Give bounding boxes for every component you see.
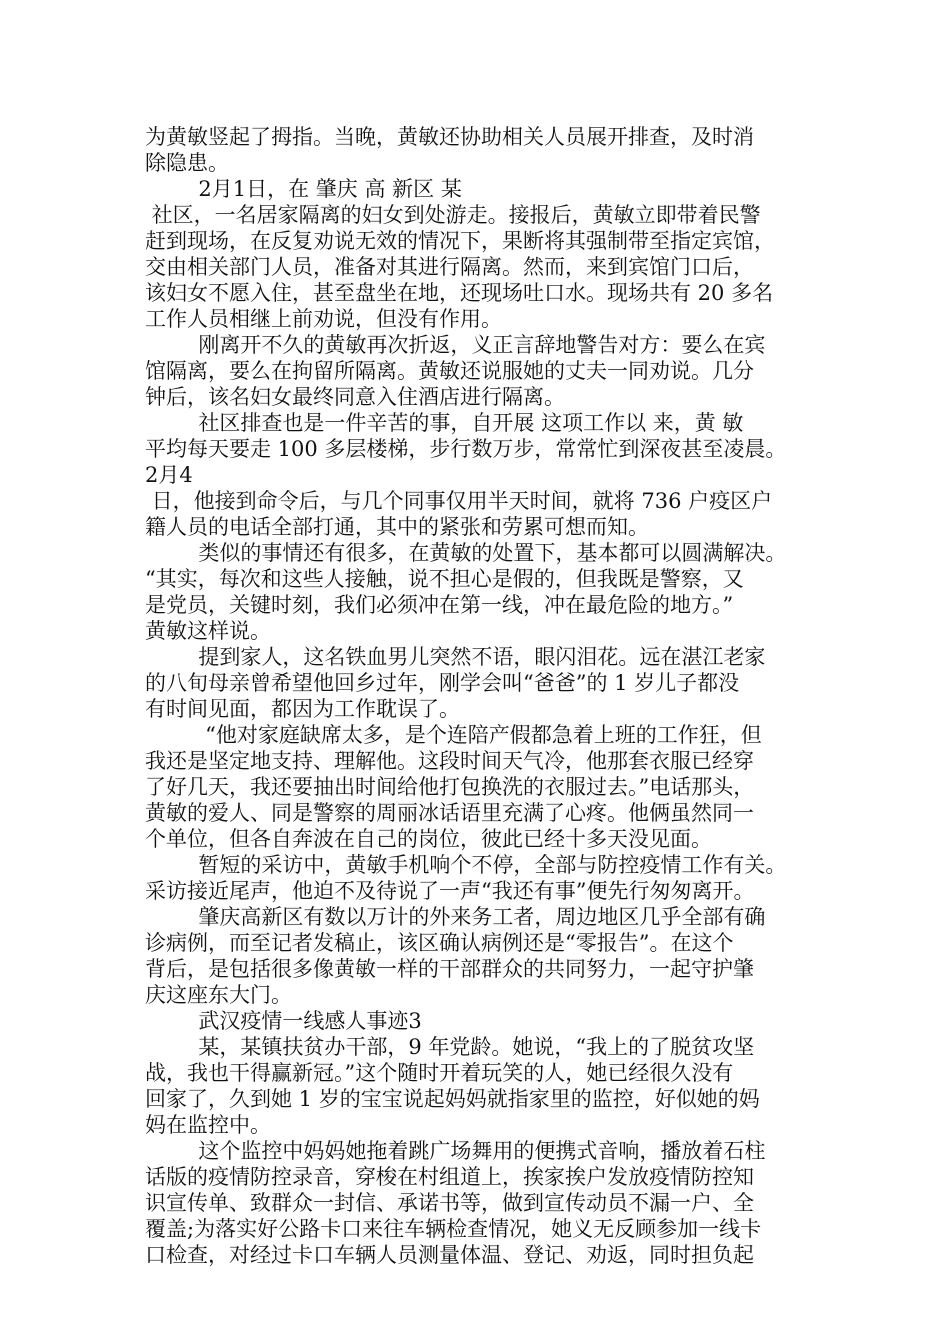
- text-line: 肇庆高新区有数以万计的外来务工者，周边地区几乎全部有确: [145, 905, 766, 929]
- text-line: 诊病例，而至记者发稿止，该区确认病例还是“零报告”。在这个: [145, 931, 734, 955]
- text-line: 这个监控中妈妈她拖着跳广场舞用的便携式音响，播放着石柱: [145, 1139, 766, 1163]
- text-line: 的八旬母亲曾希望他回乡过年，刚学会叫“爸爸”的 1 岁儿子都没: [145, 671, 740, 695]
- text-line: 馆隔离，要么在拘留所隔离。黄敏还说服她的丈夫一同劝说。几分: [145, 359, 754, 383]
- text-line: 庆这座东大门。: [145, 983, 292, 1007]
- text-line: 黄敏这样说。: [145, 619, 271, 643]
- text-line: 钟后，该名妇女最终同意入住酒店进行隔离。: [145, 385, 565, 409]
- text-line: 个单位，但各自奔波在自己的岗位，彼此已经十多天没见面。: [145, 827, 712, 851]
- text-line: 日，他接到命令后，与几个同事仅用半天时间，就将 736 户疫区户: [145, 489, 773, 513]
- text-line: 是党员，关键时刻，我们必须冲在第一线，冲在最危险的地方。”: [145, 593, 734, 617]
- text-line: 战，我也干得赢新冠。”这个随时开着玩笑的人，她已经很久没有: [145, 1061, 734, 1085]
- document-body: [145, 124, 835, 1268]
- text-line: 回家了，久到她 1 岁的宝宝说起妈妈就指家里的监控，好似她的妈: [145, 1087, 760, 1111]
- text-line: 采访接近尾声，他迫不及待说了一声“我还有事”便先行匆匆离开。: [145, 879, 755, 903]
- text-line: 话版的疫情防控录音，穿梭在村组道上，挨家挨户发放疫情防控知: [145, 1165, 754, 1189]
- text-line: 2月1日，在 肇庆 高 新区 某: [145, 177, 462, 201]
- text-line: 黄敏的爱人、同是警察的周丽冰话语里充满了心疼。他俩虽然同一: [145, 801, 754, 825]
- text-line: 2月4: [145, 463, 193, 487]
- text-line: 交由相关部门人员，准备对其进行隔离。然而，来到宾馆门口后，: [145, 255, 754, 279]
- text-line: 我还是坚定地支持、理解他。这段时间天气冷，他那套衣服已经穿: [145, 749, 754, 773]
- text-line: 了好几天，我还要抽出时间给他打包换洗的衣服过去。”电话那头，: [145, 775, 755, 799]
- text-line: 社区排查也是一件辛苦的事，自开展 这项工作以 来，黄 敏: [145, 411, 744, 435]
- text-line: 有时间见面，都因为工作耽误了。: [145, 697, 460, 721]
- text-line: 口检查，对经过卡口车辆人员测量体温、登记、劝返，同时担负起: [145, 1243, 754, 1267]
- text-line: 籍人员的电话全部打通，其中的紧张和劳累可想而知。: [145, 515, 649, 539]
- text-line: 为黄敏竖起了拇指。当晚，黄敏还协助相关人员展开排查，及时消: [145, 125, 754, 149]
- text-line: 暂短的采访中，黄敏手机响个不停，全部与防控疫情工作有关。: [145, 853, 787, 877]
- text-line: 类似的事情还有很多，在黄敏的处置下，基本都可以圆满解决。: [145, 541, 787, 565]
- text-line: 某，某镇扶贫办干部，9 年党龄。她说，“我上的了脱贫攻坚: [145, 1035, 755, 1059]
- text-line: 平均每天要走 100 多层楼梯，步行数万步，常常忙到深夜甚至凌晨。: [145, 437, 787, 461]
- text-line: 赶到现场，在反复劝说无效的情况下，果断将其强制带至指定宾馆，: [145, 229, 775, 253]
- text-line: 覆盖;为落实好公路卡口来往车辆检查情况，她义无反顾参加一线卡: [145, 1217, 762, 1241]
- text-line: 妈在监控中。: [145, 1113, 271, 1137]
- text-line: 除隐患。: [145, 151, 229, 175]
- text-line: 社区，一名居家隔离的妇女到处游走。接报后，黄敏立即带着民警: [145, 203, 761, 227]
- text-line: 工作人员相继上前劝说，但没有作用。: [145, 307, 502, 331]
- section-heading: 武汉疫情一线感人事迹3: [145, 1009, 422, 1033]
- text-line: “其实，每次和这些人接触，说不担心是假的，但我既是警察，又: [145, 567, 744, 591]
- text-line: “他对家庭缺席太多，是个连陪产假都急着上班的工作狂，但: [145, 723, 762, 747]
- text-line: 背后，是包括很多像黄敏一样的干部群众的共同努力，一起守护肇: [145, 957, 754, 981]
- text-line: 该妇女不愿入住，甚至盘坐在地，还现场吐口水。现场共有 20 多名: [145, 281, 774, 305]
- text-line: 刚离开不久的黄敏再次折返，义正言辞地警告对方：要么在宾: [145, 333, 766, 357]
- text-line: 识宣传单、致群众一封信、承诺书等，做到宣传动员不漏一户、全: [145, 1191, 754, 1215]
- text-line: 提到家人，这名铁血男儿突然不语，眼闪泪花。远在湛江老家: [145, 645, 766, 669]
